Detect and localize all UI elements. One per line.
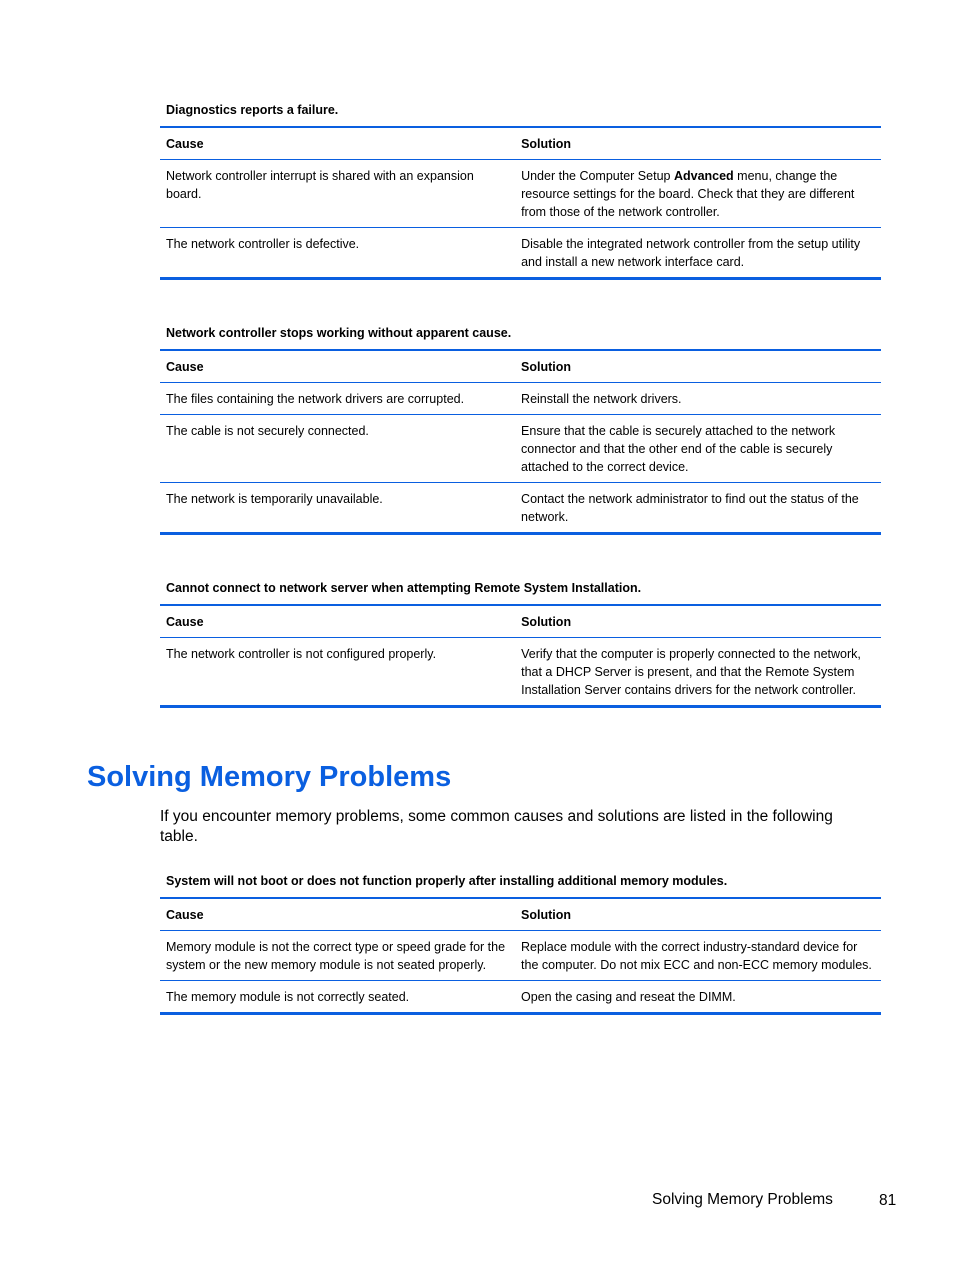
solution-bold-text: Advanced bbox=[673, 169, 734, 183]
solution-cell: Reinstall the network drivers. bbox=[515, 383, 881, 415]
section-heading: Solving Memory Problems bbox=[87, 761, 452, 793]
table-caption: Diagnostics reports a failure. bbox=[166, 103, 339, 117]
table-header-row bbox=[160, 127, 881, 160]
solution-header: Solution bbox=[515, 127, 881, 160]
solution-header: Solution bbox=[515, 605, 881, 638]
table-row bbox=[160, 483, 881, 534]
cause-cell: Memory module is not the correct type or speed grade for the system or the new memory module is not seated properly. bbox=[160, 931, 515, 981]
cause-cell: Network controller interrupt is shared with an expansion board. bbox=[160, 160, 515, 228]
cause-cell: The memory module is not correctly seated. bbox=[160, 981, 515, 1014]
solution-cell: Open the casing and reseat the DIMM. bbox=[515, 981, 881, 1014]
cause-cell: The cable is not securely connected. bbox=[160, 415, 515, 483]
section-intro: If you encounter memory problems, some common causes and solutions are listed in the following table. bbox=[160, 808, 833, 845]
solution-text: menu, change the resource settings for the board. Check that they are different from those of the network controller. bbox=[521, 169, 855, 219]
cause-cell: The network controller is defective. bbox=[160, 228, 515, 279]
table-row bbox=[160, 931, 881, 981]
table-row bbox=[160, 415, 881, 483]
table-row bbox=[160, 638, 881, 707]
troubleshooting-table bbox=[160, 126, 881, 280]
cause-header: Cause bbox=[160, 350, 515, 383]
table-row bbox=[160, 228, 881, 279]
troubleshooting-table bbox=[160, 604, 881, 708]
solution-cell: Ensure that the cable is securely attached to the network connector and that the other end of the cable is securely attached to the correct device. bbox=[515, 415, 881, 483]
solution-cell: Replace module with the correct industry-standard device for the computer. Do not mix ECC and non-ECC memory modules. bbox=[515, 931, 881, 981]
table-row bbox=[160, 160, 881, 228]
table-caption: Cannot connect to network server when attempting Remote System Installation. bbox=[166, 581, 642, 595]
table-row bbox=[160, 981, 881, 1014]
solution-cell: Contact the network administrator to find out the status of the network. bbox=[515, 483, 881, 534]
solution-cell: Verify that the computer is properly connected to the network, that a DHCP Server is present, and that the Remote System Installation Server contains drivers for the network controller. bbox=[515, 638, 881, 707]
solution-cell bbox=[515, 160, 881, 228]
diagnostics-failure-section bbox=[160, 102, 881, 280]
network-stops-section bbox=[160, 325, 881, 535]
table-row bbox=[160, 383, 881, 415]
cause-header: Cause bbox=[160, 898, 515, 931]
cause-header: Cause bbox=[160, 605, 515, 638]
page-number: 81 bbox=[879, 1192, 897, 1209]
table-header-row bbox=[160, 350, 881, 383]
table-header-row bbox=[160, 898, 881, 931]
troubleshooting-table bbox=[160, 349, 881, 535]
solution-header: Solution bbox=[515, 898, 881, 931]
solution-text: Under the Computer Setup bbox=[521, 169, 674, 183]
solution-cell: Disable the integrated network controller from the setup utility and install a new network interface card. bbox=[515, 228, 881, 279]
solution-header: Solution bbox=[515, 350, 881, 383]
cause-cell: The files containing the network drivers are corrupted. bbox=[160, 383, 515, 415]
table-header-row bbox=[160, 605, 881, 638]
cause-cell: The network controller is not configured properly. bbox=[160, 638, 515, 707]
table-caption: System will not boot or does not function properly after installing additional memory modules. bbox=[166, 874, 728, 888]
troubleshooting-table bbox=[160, 897, 881, 1015]
memory-problems-section bbox=[160, 873, 881, 1015]
remote-install-section bbox=[160, 580, 881, 708]
cause-cell: The network is temporarily unavailable. bbox=[160, 483, 515, 534]
table-caption: Network controller stops working without apparent cause. bbox=[166, 326, 512, 340]
cause-header: Cause bbox=[160, 127, 515, 160]
footer-section-title: Solving Memory Problems bbox=[652, 1191, 833, 1208]
